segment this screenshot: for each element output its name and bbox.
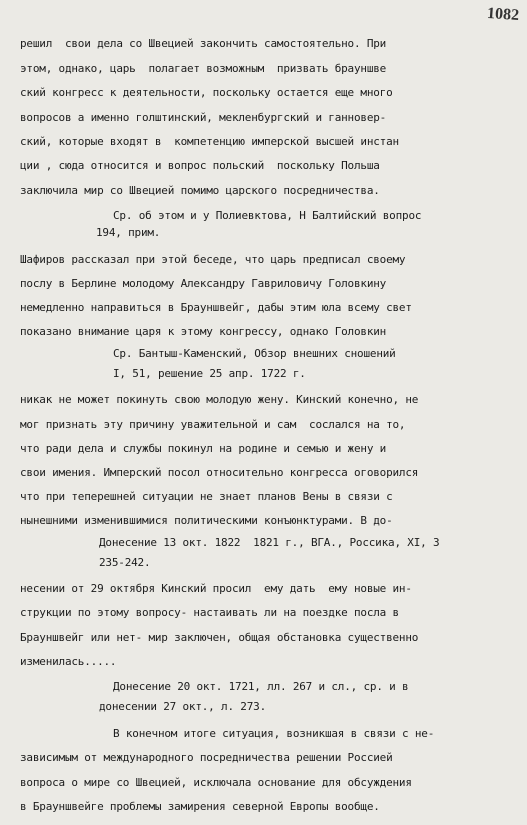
text-line: вопроса о мире со Швецией, исключала основание для обсуждения <box>20 776 412 789</box>
text-line: решил свои дела со Швецией закончить самостоятельно. При <box>20 37 387 50</box>
page-number: 1082 <box>486 4 520 25</box>
footnote-line: донесении 27 окт., л. 273. <box>99 700 266 713</box>
text-line: ский конгресс к деятельности, поскольку остается еще много <box>20 86 393 99</box>
text-line: заключила мир со Швецией помимо царского посредничества. <box>20 184 380 197</box>
text-line: этом, однако, царь полагает возможным призвать брауншве <box>20 62 387 75</box>
text-line: что ради дела и службы покинул на родине и семью и жену и <box>20 442 387 455</box>
text-line: послу в Берлине молодому Александру Гавриловичу Головкину <box>20 277 387 290</box>
text-line: в Брауншвейге проблемы замирения северной Европы вообще. <box>20 800 380 813</box>
text-line: что при теперешней ситуации не знает планов Вены в связи с <box>20 490 393 503</box>
text-line: немедленно направиться в Брауншвейг, дабы этим юла всему свет <box>20 301 412 314</box>
footnote-line: Донесение 20 окт. 1721, лл. 267 и сл., ср. и в <box>113 680 409 693</box>
footnote-line: I, 51, решение 25 апр. 1722 г. <box>113 367 306 380</box>
text-line: зависимым от международного посредничества решении Россией <box>20 751 393 764</box>
text-line: ский, которые входят в компетенцию имперской высшей инстан <box>20 135 399 148</box>
text-line: вопросов а именно голштинский, мекленбургский и ганновер- <box>20 111 387 124</box>
footnote-line: Ср. Бантыш-Каменский, Обзор внешних сношений <box>113 347 396 360</box>
text-line: ции , сюда относится и вопрос польский поскольку Польша <box>20 159 380 172</box>
footnote-line: 194, прим. <box>96 226 161 239</box>
text-line: показано внимание царя к этому конгрессу, однако Головкин <box>20 325 387 338</box>
text-line: изменилась..... <box>20 655 117 668</box>
text-line: никак не может покинуть свою молодую жену. Кинский конечно, не <box>20 393 419 406</box>
text-line: свои имения. Имперский посол относительно конгресса оговорился <box>20 466 419 479</box>
footnote-line: 235-242. <box>99 556 151 569</box>
text-line: В конечном итоге ситуация, возникшая в связи с не- <box>113 727 435 740</box>
text-line: мог признать эту причину уважительной и сам сослался на то, <box>20 418 406 431</box>
text-line: нынешними изменившимися политическими конъюнктурами. В до- <box>20 514 393 527</box>
text-line: Брауншвейг или нет- мир заключен, общая обстановка существенно <box>20 631 419 644</box>
footnote-line: Донесение 13 окт. 1822 1821 г., ВГА., Россика, XI, 3 <box>99 536 440 549</box>
text-line: Шафиров рассказал при этой беседе, что царь предписал своему <box>20 253 406 266</box>
text-line: несении от 29 октября Кинский просил ему дать ему новые ин- <box>20 582 412 595</box>
footnote-line: Ср. об этом и у Полиевктова, Н Балтийский вопрос <box>113 209 422 222</box>
text-line: струкции по этому вопросу- настаивать ли на поездке посла в <box>20 606 399 619</box>
